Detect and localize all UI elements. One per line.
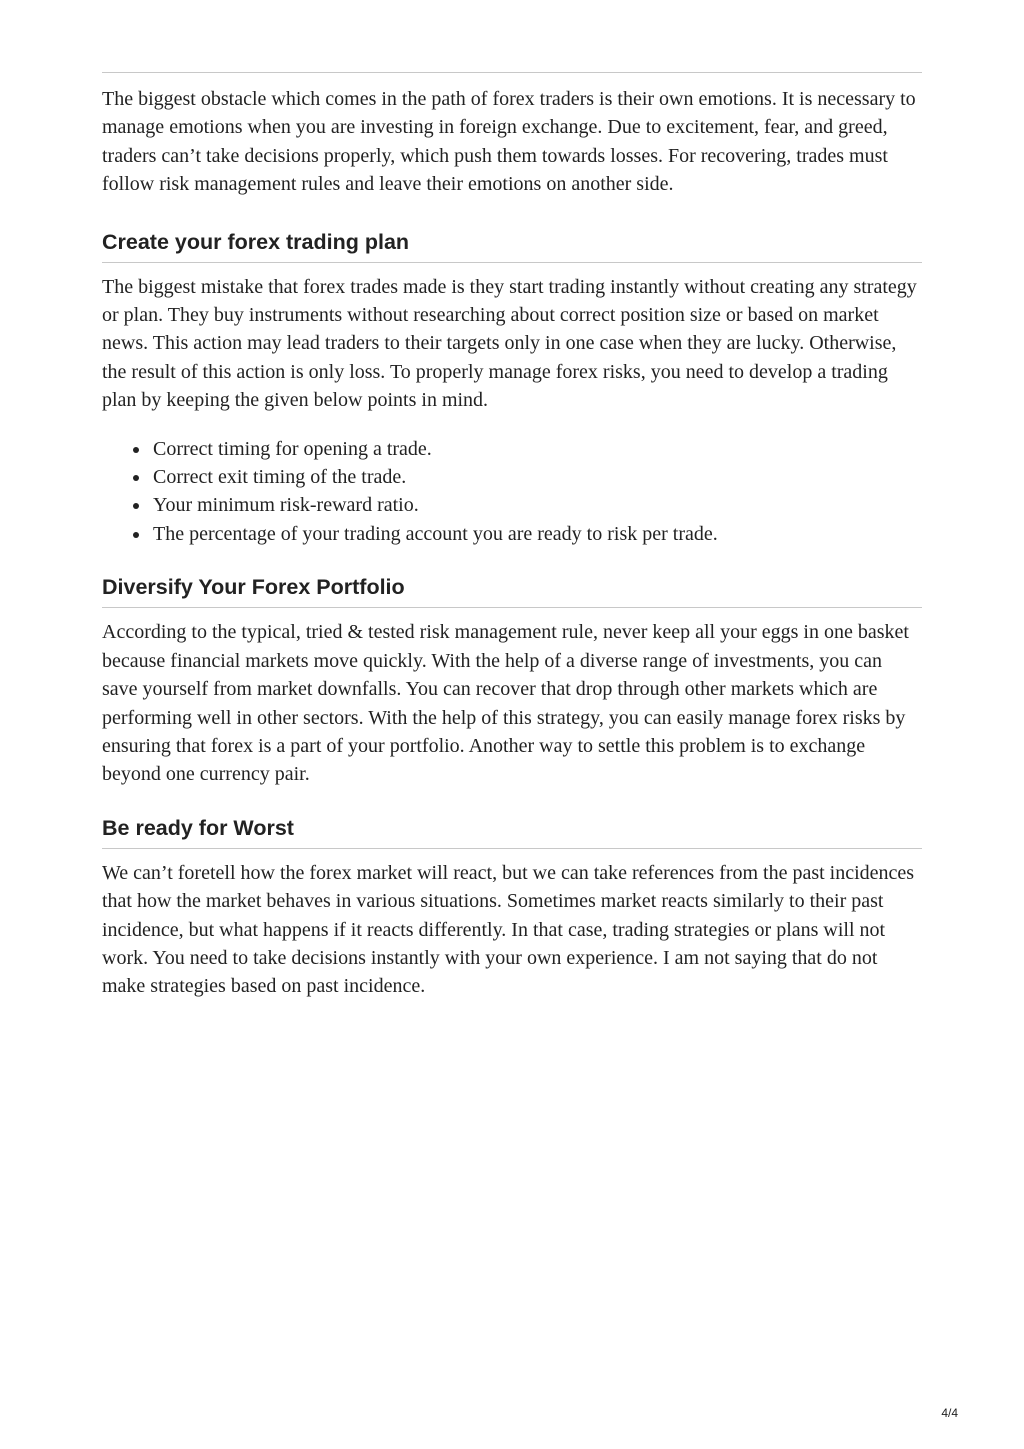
document-page — [102, 72, 922, 1001]
section-diversify-portfolio — [102, 574, 922, 788]
section-heading: Be ready for Worst — [102, 815, 922, 849]
section-heading: Create your forex trading plan — [102, 229, 922, 263]
list-item — [153, 520, 922, 548]
list-item — [153, 435, 922, 463]
section-paragraph: According to the typical, tried & tested risk management rule, never keep all your eggs in one basket because financial markets move quickly. With the help of a diverse range of investments, you can save yourself from market downfalls. You can recover that drop through other markets which are performing well in other sectors. With the help of this strategy, you can easily manage forex risks by ensuring that forex is a part of your portfolio. Another way to settle this problem is to exchange beyond one currency pair. — [102, 621, 909, 786]
section-paragraph: We can’t foretell how the forex market will react, but we can take references from the past incidences that how the market behaves in various situations. Sometimes market reacts similarly to their past incidence, but what happens if it reacts differently. In that case, trading strategies or plans will not work. You need to take decisions instantly with your own experience. I am not saying that do not make strategies based on past incidence. — [102, 861, 915, 998]
section-paragraph: The biggest mistake that forex trades made is they start trading instantly without creating any strategy or plan. They buy instruments without researching about correct position size or based on market news. This action may lead traders to their targets only in one case when they are lucky. Otherwise, the result of this action is only loss. To properly manage forex risks, you need to develop a trading plan by keeping the given below points in mind. — [102, 275, 917, 412]
intro-paragraph: The biggest obstacle which comes in the path of forex traders is their own emotions. It is necessary to manage emotions when you are investing in foreign exchange. Due to excitement, fear, and greed, traders can’t take decisions properly, which push them towards losses. For recovering, trades must follow risk management rules and leave their emotions on another side. — [102, 88, 916, 196]
list-item — [153, 491, 922, 519]
list-item-text: Your minimum risk-reward ratio. — [153, 494, 419, 517]
top-divider — [102, 72, 922, 73]
bullet-icon — [133, 475, 139, 481]
section-heading: Diversify Your Forex Portfolio — [102, 574, 922, 608]
list-item — [153, 463, 922, 491]
bullet-icon — [133, 532, 139, 538]
section-trading-plan — [102, 229, 922, 549]
list-item-text: Correct timing for opening a trade. — [153, 437, 432, 460]
page-number: 4/4 — [941, 1406, 958, 1420]
list-item-text: Correct exit timing of the trade. — [153, 466, 407, 489]
section-ready-for-worst — [102, 815, 922, 1001]
list-item-text: The percentage of your trading account you are ready to risk per trade. — [153, 522, 718, 545]
bullet-icon — [133, 447, 139, 453]
bullet-list — [102, 435, 922, 549]
bullet-icon — [133, 503, 139, 509]
